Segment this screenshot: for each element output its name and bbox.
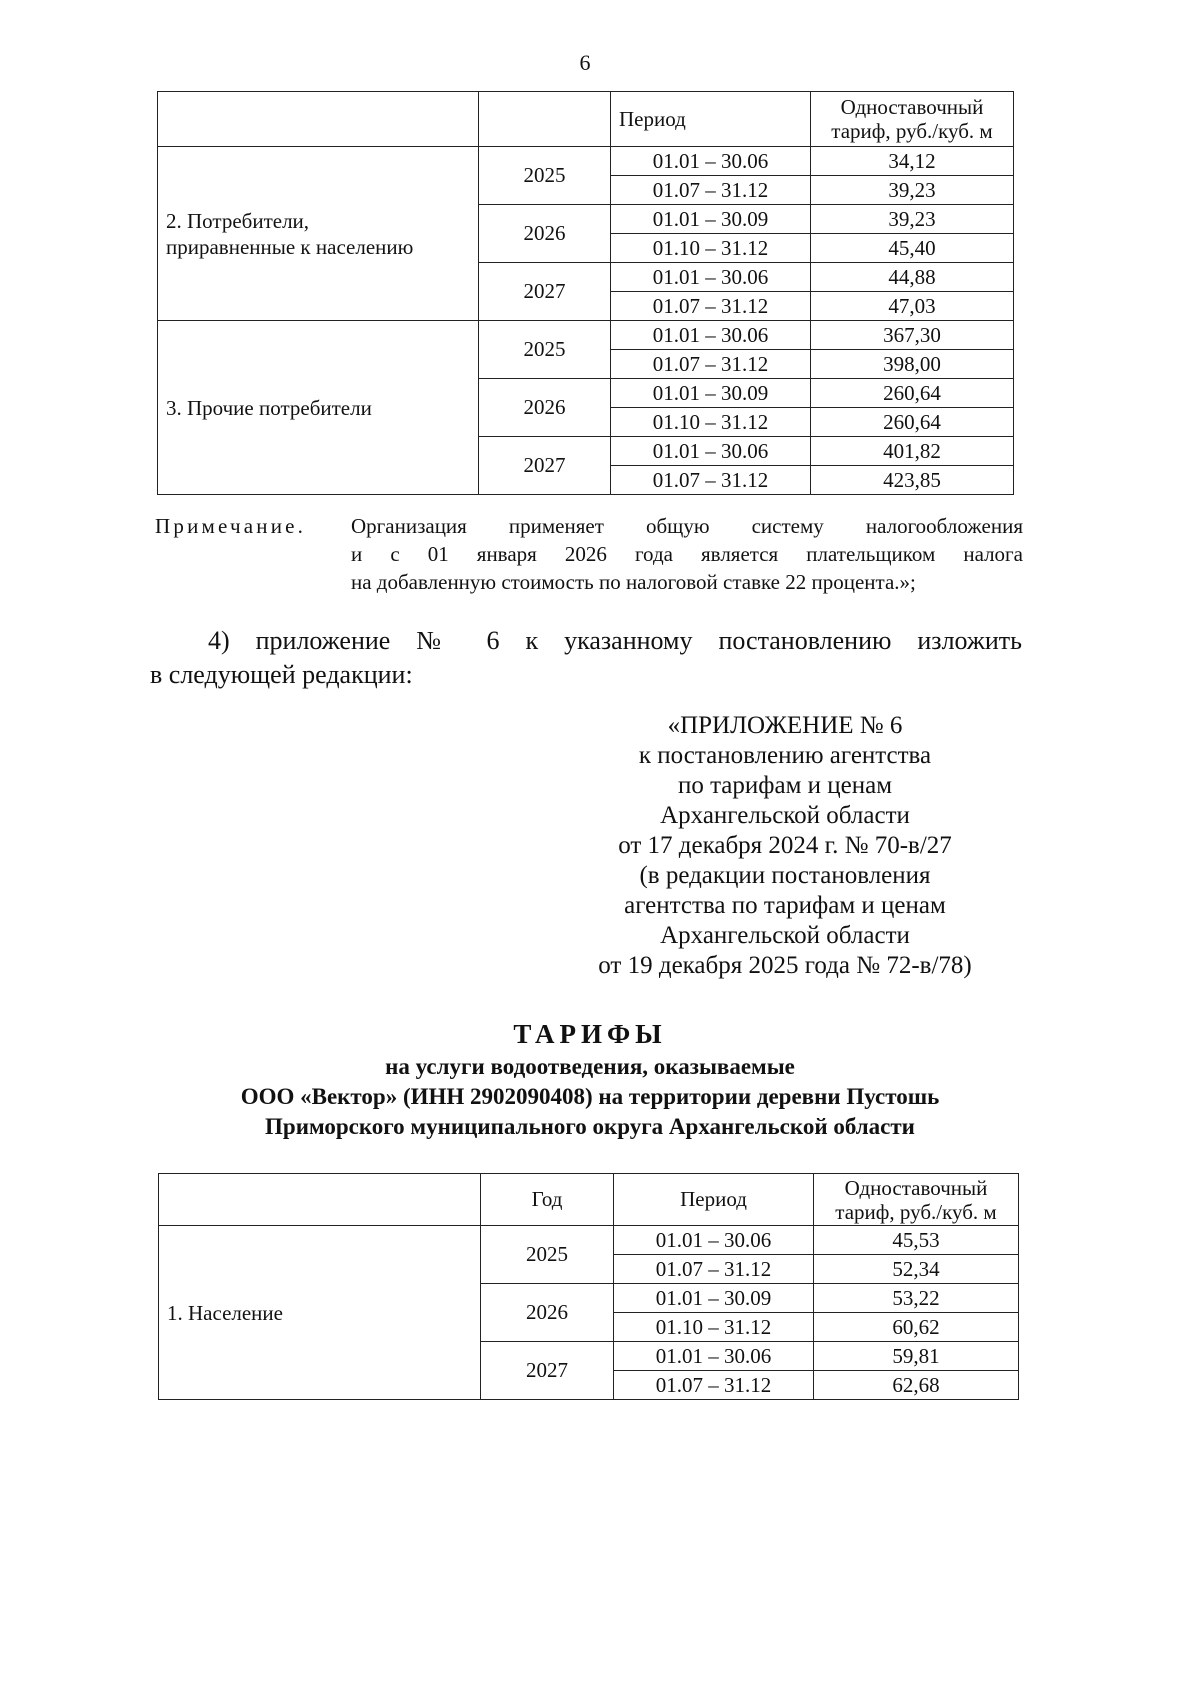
period-cell: 01.01 – 30.06 (611, 263, 811, 292)
period-cell: 01.07 – 31.12 (611, 176, 811, 205)
tariff-cell: 45,40 (811, 234, 1014, 263)
period-cell: 01.01 – 30.06 (611, 147, 811, 176)
tariff-cell: 59,81 (814, 1342, 1019, 1371)
period-cell: 01.01 – 30.06 (611, 321, 811, 350)
consumer-group-cell (158, 147, 479, 321)
appendix-line: от 17 декабря 2024 г. № 70-в/27 (618, 832, 952, 859)
table-header-row (158, 92, 1014, 147)
period-cell: 01.07 – 31.12 (611, 466, 811, 495)
header-group-cell (159, 1174, 481, 1226)
table-row (158, 321, 1014, 350)
year-cell: 2027 (479, 263, 611, 321)
tariff-cell: 260,64 (811, 408, 1014, 437)
header-tariff-label-line1: Одноставочный (840, 95, 984, 119)
tariff-table-continued (157, 91, 1014, 495)
period-cell: 01.01 – 30.06 (611, 437, 811, 466)
year-cell: 2025 (479, 321, 611, 379)
table-header-row (159, 1174, 1019, 1226)
tariff-cell: 39,23 (811, 176, 1014, 205)
header-group-cell (158, 92, 479, 147)
period-cell: 01.07 – 31.12 (611, 350, 811, 379)
header-tariff-cell (814, 1174, 1019, 1226)
tariff-cell: 44,88 (811, 263, 1014, 292)
title-subline: ООО «Вектор» (ИНН 2902090408) на территории деревни Пустошь (240, 1084, 940, 1109)
tariff-cell: 34,12 (811, 147, 1014, 176)
tariff-cell: 401,82 (811, 437, 1014, 466)
note-line: Организация применяет общую систему налогообложения (351, 514, 1023, 538)
note-line: и с 01 января 2026 года является плательщиком налога (351, 542, 1023, 566)
tariffs-title (150, 1016, 1030, 1142)
header-year-cell (479, 92, 611, 147)
period-cell: 01.01 – 30.09 (614, 1284, 814, 1313)
wastewater-tariff-table (158, 1173, 1019, 1400)
tariff-cell: 39,23 (811, 205, 1014, 234)
note-text (351, 512, 1023, 596)
consumer-group-label-line2: приравненные к населению (166, 234, 414, 259)
period-cell: 01.07 – 31.12 (614, 1371, 814, 1400)
period-cell: 01.07 – 31.12 (614, 1255, 814, 1284)
period-cell: 01.10 – 31.12 (614, 1313, 814, 1342)
table-row (158, 147, 1014, 176)
appendix-line: по тарифам и ценам (677, 772, 893, 799)
period-cell: 01.07 – 31.12 (611, 292, 811, 321)
header-period-cell (611, 92, 811, 147)
header-tariff-cell (811, 92, 1014, 147)
appendix-header (575, 711, 995, 981)
appendix-line: от 19 декабря 2025 года № 72-в/78) (598, 952, 972, 979)
period-cell: 01.01 – 30.09 (611, 205, 811, 234)
appendix-line: Архангельской области (660, 802, 910, 829)
appendix-line: к постановлению агентства (638, 742, 932, 769)
header-year-cell: Год (481, 1174, 614, 1226)
tariff-cell: 45,53 (814, 1226, 1019, 1255)
year-cell: 2025 (479, 147, 611, 205)
year-cell: 2025 (481, 1226, 614, 1284)
title-main: ТАРИФЫ (513, 1019, 667, 1049)
note-label: Примечание. (155, 514, 307, 538)
title-subline: на услуги водоотведения, оказываемые (385, 1054, 795, 1079)
appendix-line: (в редакции постановления (639, 862, 931, 889)
paragraph-line: в следующей редакции: (150, 660, 413, 689)
period-cell: 01.10 – 31.12 (611, 234, 811, 263)
title-subline: Приморского муниципального округа Архангельской области (265, 1114, 915, 1139)
period-cell: 01.01 – 30.06 (614, 1226, 814, 1255)
header-period-label: Период (619, 107, 686, 131)
amendment-paragraph-4 (150, 624, 1022, 692)
appendix-line: «ПРИЛОЖЕНИЕ № 6 (667, 712, 903, 739)
tariff-cell: 260,64 (811, 379, 1014, 408)
appendix-line: агентства по тарифам и ценам (624, 892, 946, 919)
period-cell: 01.10 – 31.12 (611, 408, 811, 437)
tariff-cell: 423,85 (811, 466, 1014, 495)
appendix-line: Архангельской области (660, 922, 910, 949)
tariff-cell: 60,62 (814, 1313, 1019, 1342)
header-period-cell: Период (614, 1174, 814, 1226)
consumer-group-label-line1: 2. Потребители, (166, 208, 310, 233)
tariff-cell: 52,34 (814, 1255, 1019, 1284)
period-cell: 01.01 – 30.09 (611, 379, 811, 408)
page-number: 6 (579, 50, 591, 75)
year-cell: 2026 (479, 205, 611, 263)
tariff-cell: 398,00 (811, 350, 1014, 379)
tariff-cell: 47,03 (811, 292, 1014, 321)
header-tariff-label-line2: тариф, руб./куб. м (831, 119, 993, 143)
consumer-group-cell: 1. Население (159, 1226, 481, 1400)
paragraph-line: 4) приложение № 6 к указанному постановлению изложить (208, 626, 1022, 655)
note-line: на добавленную стоимость по налоговой ставке 22 процента.»; (351, 570, 916, 594)
period-cell: 01.01 – 30.06 (614, 1342, 814, 1371)
header-tariff-label-line1: Одноставочный (844, 1175, 988, 1200)
year-cell: 2027 (479, 437, 611, 495)
tariff-cell: 367,30 (811, 321, 1014, 350)
tariff-cell: 62,68 (814, 1371, 1019, 1400)
tariff-cell: 53,22 (814, 1284, 1019, 1313)
year-cell: 2026 (481, 1284, 614, 1342)
consumer-group-label: 3. Прочие потребители (166, 395, 372, 420)
header-tariff-label-line2: тариф, руб./куб. м (835, 1199, 997, 1224)
year-cell: 2027 (481, 1342, 614, 1400)
consumer-group-cell (158, 321, 479, 495)
year-cell: 2026 (479, 379, 611, 437)
table-row (159, 1226, 1019, 1255)
